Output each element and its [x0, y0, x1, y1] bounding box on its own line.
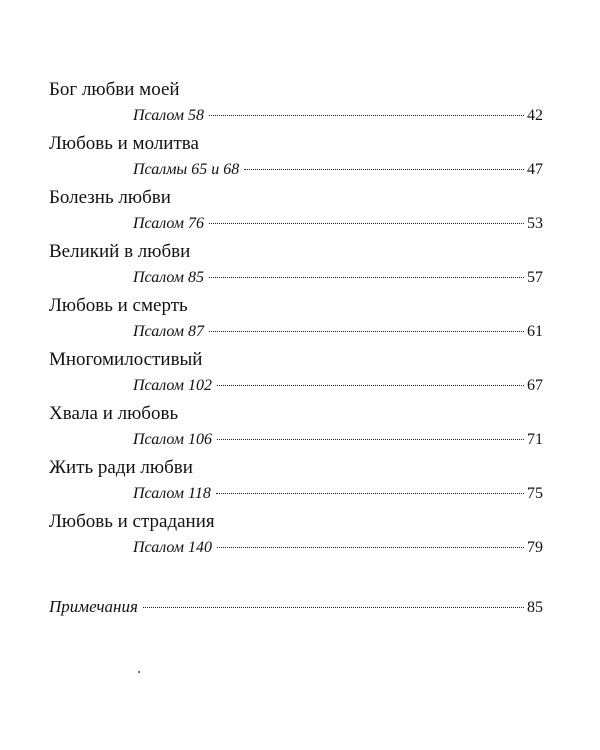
toc-entry-page: 57 — [527, 269, 543, 286]
toc-entry — [49, 294, 543, 348]
toc-entry-page: 47 — [527, 161, 543, 178]
toc-entry-title: Любовь и молитва — [49, 133, 199, 154]
dot-leader — [209, 223, 524, 224]
toc-notes-label: Примечания — [49, 597, 138, 616]
toc-entry-line — [133, 212, 543, 236]
toc-entry-subtitle: Псалом 58 — [133, 107, 205, 124]
toc-entry — [49, 186, 543, 240]
toc-entry-line — [133, 266, 543, 290]
toc-entry-line — [133, 428, 543, 452]
toc-entry-title: Бог любви моей — [49, 79, 180, 100]
dot-leader — [217, 439, 524, 440]
toc-entry-title: Хвала и любовь — [49, 403, 179, 424]
toc-entry-subtitle: Псалом 140 — [133, 539, 213, 556]
toc-notes-page: 85 — [527, 599, 543, 616]
toc-entry-page: 42 — [527, 107, 543, 124]
toc-entry-subtitle: Псалом 102 — [133, 377, 213, 394]
toc-list — [49, 78, 543, 564]
toc-entry-subtitle: Псалом 106 — [133, 431, 213, 448]
dot-leader — [143, 607, 524, 608]
print-speck — [138, 671, 140, 673]
toc-entry-subtitle: Псалмы 65 и 68 — [133, 161, 240, 178]
dot-leader — [209, 277, 524, 278]
dot-leader — [209, 115, 524, 116]
dot-leader — [217, 385, 524, 386]
toc-entry-page: 53 — [527, 215, 543, 232]
dot-leader — [216, 493, 524, 494]
toc-entry-title: Любовь и смерть — [49, 295, 188, 316]
toc-entry-page: 75 — [527, 485, 543, 502]
toc-entry-line — [133, 158, 543, 182]
dot-leader — [209, 331, 524, 332]
toc-entry-line — [133, 536, 543, 560]
toc-entry-page: 61 — [527, 323, 543, 340]
toc-entry — [49, 348, 543, 402]
toc-entry-subtitle: Псалом 85 — [133, 269, 205, 286]
dot-leader — [217, 547, 524, 548]
toc-entry-line — [133, 374, 543, 398]
toc-entry-line — [133, 104, 543, 128]
toc-notes-entry — [49, 595, 543, 619]
toc-entry — [49, 78, 543, 132]
toc-entry-line — [133, 482, 543, 506]
toc-entry — [49, 240, 543, 294]
toc-entry — [49, 402, 543, 456]
toc-entry-page: 71 — [527, 431, 543, 448]
toc-entry-title: Болезнь любви — [49, 187, 171, 208]
toc-entry — [49, 456, 543, 510]
toc-entry-title: Великий в любви — [49, 241, 191, 262]
toc-entry-subtitle: Псалом 87 — [133, 323, 205, 340]
dot-leader — [244, 169, 524, 170]
toc-entry — [49, 510, 543, 564]
toc-entry-page: 79 — [527, 539, 543, 556]
toc-entry-title: Жить ради любви — [49, 457, 193, 478]
toc-entry-page: 67 — [527, 377, 543, 394]
toc-entry — [49, 132, 543, 186]
toc-entry-subtitle: Псалом 118 — [133, 485, 211, 502]
toc-entry-subtitle: Псалом 76 — [133, 215, 205, 232]
toc-entry-title: Любовь и страдания — [49, 511, 215, 532]
toc-entry-title: Многомилостивый — [49, 349, 203, 370]
toc-entry-line — [133, 320, 543, 344]
